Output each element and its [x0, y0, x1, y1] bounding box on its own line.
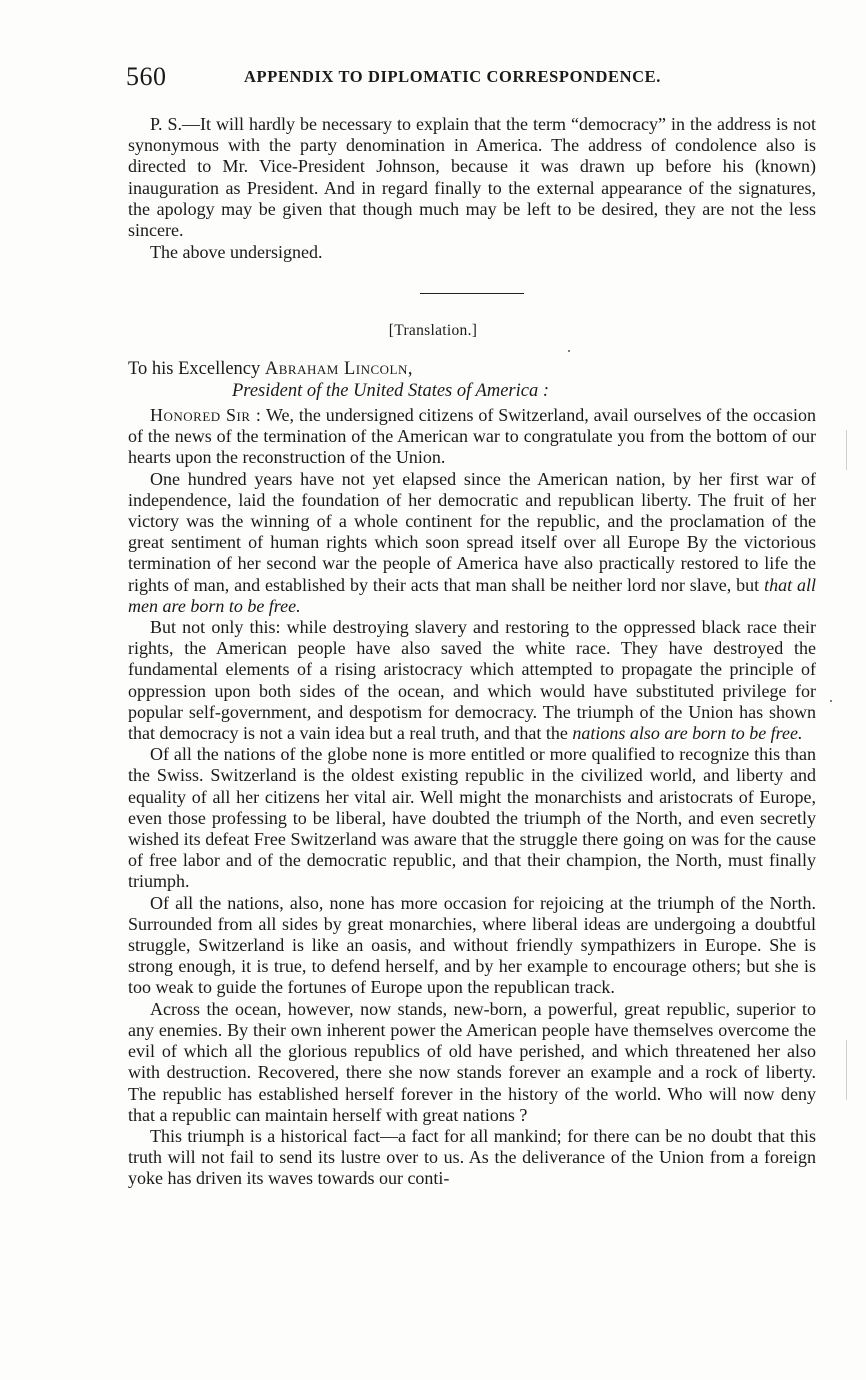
letter-body	[128, 405, 816, 1190]
section-divider	[420, 293, 524, 294]
page-header	[126, 62, 816, 96]
page-number: 560	[126, 62, 167, 91]
address-prefix: To his Excellency	[128, 359, 265, 379]
emphasized-text: that all men are born to be free.	[128, 574, 816, 616]
salutation: Honored Sir :	[150, 405, 262, 425]
running-head: APPENDIX TO DIPLOMATIC CORRESPONDENCE.	[244, 67, 662, 86]
paragraph-text: One hundred years have not yet elapsed since the American nation, by her first war of independence, laid the foundation of her democratic and republican liberty. The fruit of her victory was the winning of a whole continent for the republic, and the proclamation of the great sentiment of human rights which soon spread itself over all Europe By the victorious termination of her second war the people of America have also practically restored to life the rights of man, and established by their acts that man shall be neither lord nor slave, but	[128, 468, 816, 595]
translation-label: [Translation.]	[388, 322, 478, 339]
addressee-name: Abraham Lincoln,	[264, 359, 413, 379]
addressee-title: President of the United States of America :	[232, 381, 550, 401]
postscript-signoff: The above undersigned.	[150, 242, 323, 262]
paragraph-text: But not only this: while destroying slavery and restoring to the oppressed black race their rights, the American people have also saved the white race. They have destroyed the fundamental elements of a rising aristocracy which attempted to propagate the principle of oppression upon both sides of the ocean, and which would have substituted privilege for popular self-government, and despotism for democracy. The triumph of the Union has shown that democracy is not a vain idea but a real truth, and that the	[128, 617, 816, 744]
letter-paragraph: Of all the nations of the globe none is more entitled or more qualified to recognize this than the Swiss. Switzerland is the oldest existing republic in the civilized world, and liberty and equality of all her citizens her vital air. Well might the monarchists and aristocrats of Europe, even those professing to be liberal, have doubted the triumph of the North, and even secretly wished its defeat Free Switzerland was aware that the struggle there going on was for the cause of free labor and of the democratic republic, and that their champion, the North, must finally triumph.	[128, 744, 816, 892]
letter-paragraph	[128, 617, 816, 744]
letter-paragraph: Across the ocean, however, now stands, new-born, a powerful, great republic, superior to any enemies. By their own inherent power the American people have themselves overcome the evil of which all the glorious republics of old have perished, and which threatened her also with destruction. Recovered, there she now stands forever an example and a rock of liberty. The republic has established herself forever in the history of the world. Who will now deny that a republic can maintain herself with great nations ?	[128, 998, 816, 1125]
emphasized-text: nations also are born to be free.	[572, 723, 803, 744]
letter-paragraph: Of all the nations, also, none has more occasion for rejoicing at the triumph of the North. Surrounded from all sides by great monarchies, where liberal ideas are undergoing a doubtful struggle, Switzerland is like an oasis, and without friendly sympathizers in Europe. She is strong enough, it is true, to defend herself, and by her example to encourage others; but she is too weak to guide the fortunes of Europe upon the republican track.	[128, 892, 816, 998]
letter-paragraph	[128, 405, 816, 469]
letter-paragraph	[128, 469, 816, 617]
scan-margin-mark	[846, 1040, 847, 1100]
scan-margin-mark	[846, 430, 847, 470]
postscript-paragraph: P. S.—It will hardly be necessary to explain that the term “democracy” in the address is not synonymous with the party denomination in America. The address of condolence also is directed to Mr. Vice-President Johnson, because it was drawn up before his (known) inauguration as President. And in regard finally to the external appearance of the signatures, the apology may be given that though much may be left to be desired, they are not the less sincere.	[128, 114, 816, 241]
scan-speck	[830, 700, 832, 702]
address-line	[128, 358, 413, 380]
paragraph-text: We, the undersigned citizens of Switzerland, avail ourselves of the occasion of the news of the termination of the American war to congratulate you from the bottom of our hearts upon the reconstruction of the Union.	[128, 405, 817, 468]
scan-speck	[568, 350, 570, 352]
postscript	[128, 114, 816, 241]
letter-paragraph: This triumph is a historical fact—a fact for all mankind; for there can be no doubt that this truth will not fail to send its lustre over to us. As the deliverance of the Union from a foreign yoke has driven its waves towards our conti-	[128, 1125, 816, 1189]
